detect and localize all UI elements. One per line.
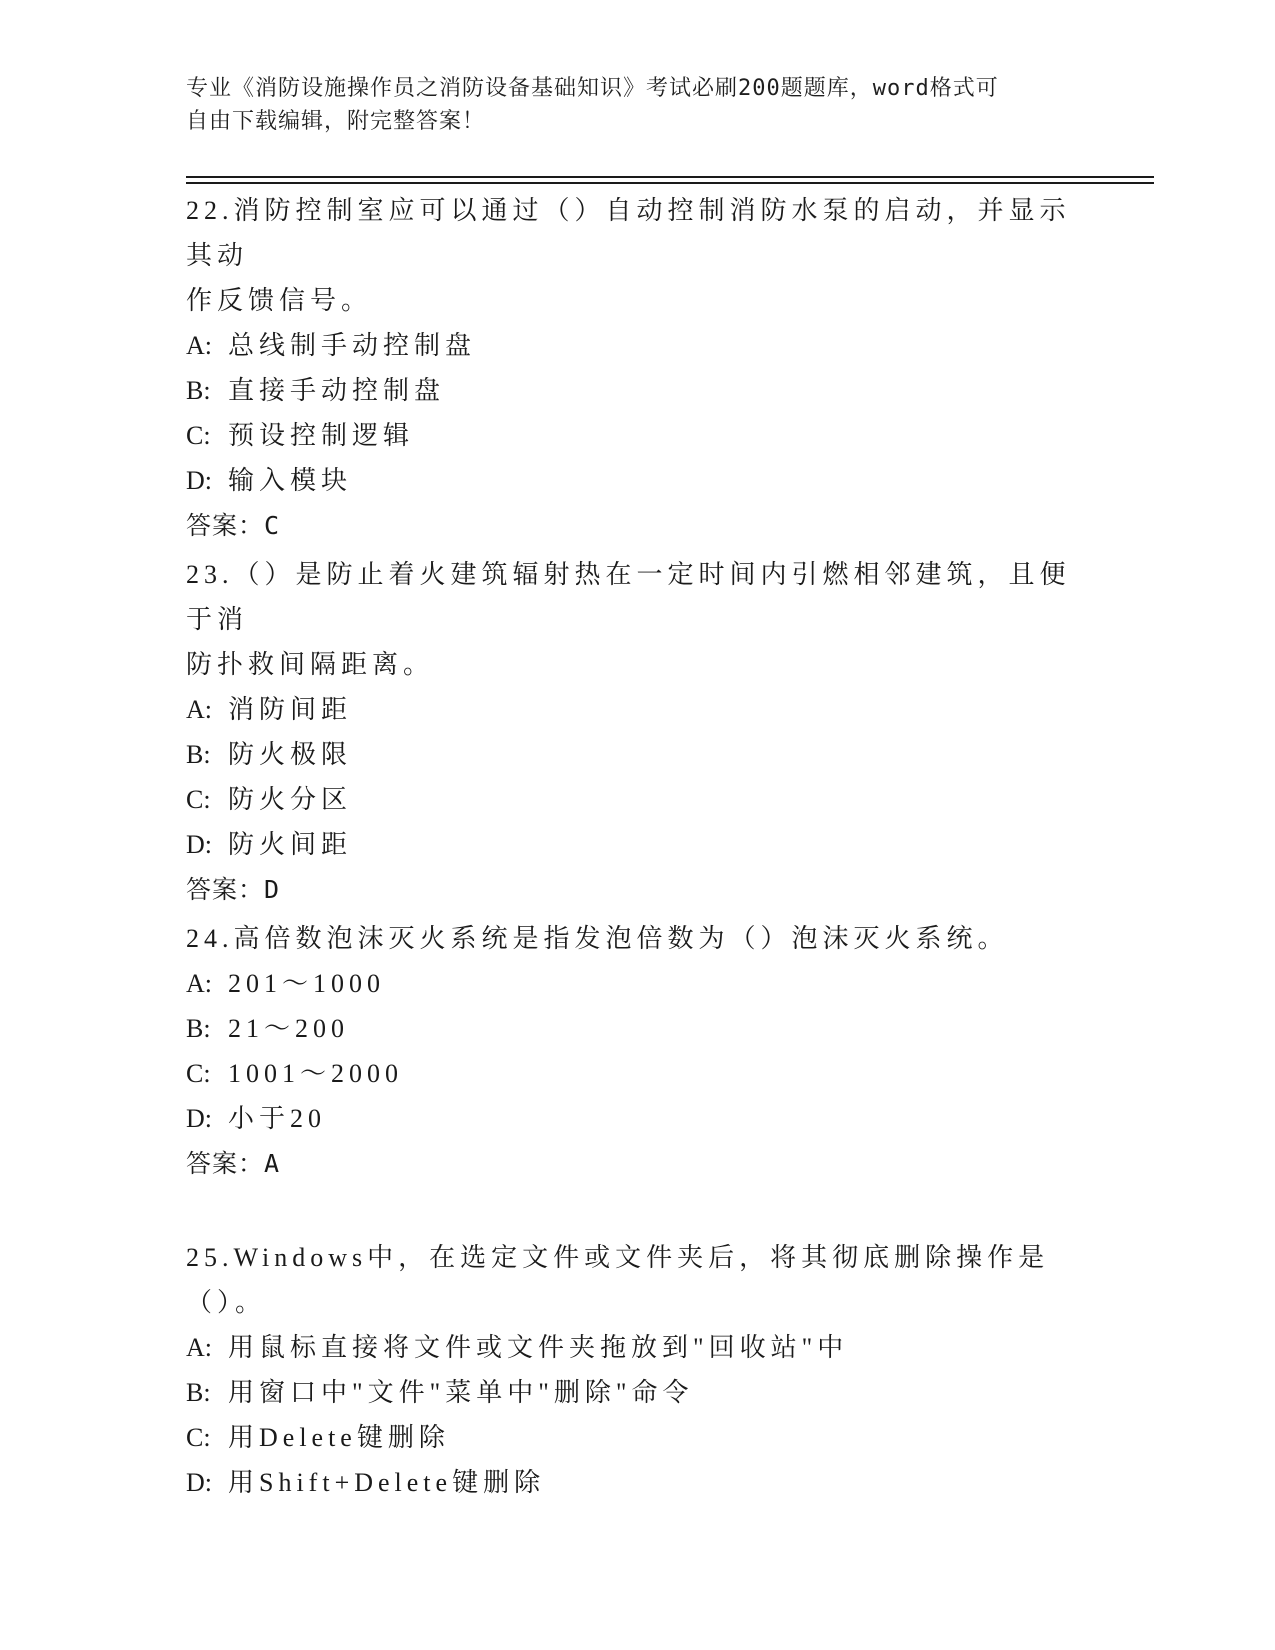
question-stem (186, 1235, 1086, 1325)
question-stem (186, 916, 1086, 961)
option-d (186, 458, 1086, 503)
option-b (186, 1006, 1086, 1051)
question-stem-line: 23.（）是防止着火建筑辐射热在一定时间内引燃相邻建筑，且便于消 (186, 560, 1071, 634)
document-header (186, 72, 1086, 138)
option-text: 防火分区 (228, 785, 353, 814)
option-text: 消防间距 (228, 695, 353, 724)
option-text: 总线制手动控制盘 (228, 331, 477, 360)
option-d (186, 822, 1086, 867)
question-stem-line: 22.消防控制室应可以通过（）自动控制消防水泵的启动，并显示其动 (186, 196, 1071, 270)
option-d (186, 1096, 1086, 1141)
question-24 (186, 916, 1086, 1186)
question-stem-line: 25.Windows中，在选定文件或文件夹后，将其彻底删除操作是（）。 (186, 1243, 1050, 1317)
answer-line: 答案：A (186, 1149, 281, 1178)
option-a (186, 687, 1086, 732)
option-letter: C: (186, 1059, 211, 1088)
option-letter: D: (186, 466, 212, 495)
question-stem-line: 24.高倍数泡沫灭火系统是指发泡倍数为（）泡沫灭火系统。 (186, 924, 1009, 953)
option-c (186, 1051, 1086, 1096)
question-23 (186, 552, 1086, 912)
option-text: 防火极限 (228, 740, 353, 769)
option-a (186, 323, 1086, 368)
option-text: 直接手动控制盘 (228, 376, 446, 405)
answer-line: 答案：C (186, 511, 281, 540)
option-text: 21～200 (228, 1014, 350, 1043)
option-b (186, 1370, 1086, 1415)
option-text: 用鼠标直接将文件或文件夹拖放到"回收站"中 (228, 1333, 849, 1362)
option-c (186, 777, 1086, 822)
option-b (186, 368, 1086, 413)
header-line-2: 自由下载编辑，附完整答案！ (186, 109, 486, 134)
option-letter: C: (186, 1423, 211, 1452)
option-letter: B: (186, 1378, 211, 1407)
header-divider-top (186, 176, 1154, 178)
option-letter: B: (186, 740, 211, 769)
option-letter: C: (186, 421, 211, 450)
question-stem (186, 188, 1086, 323)
option-text: 用Delete键删除 (228, 1423, 450, 1452)
option-letter: A: (186, 331, 212, 360)
option-text: 小于20 (228, 1104, 327, 1133)
answer-line: 答案：D (186, 875, 281, 904)
option-text: 用Shift+Delete键删除 (228, 1468, 546, 1497)
option-text: 用窗口中"文件"菜单中"删除"命令 (228, 1378, 694, 1407)
option-a (186, 1325, 1086, 1370)
option-letter: A: (186, 1333, 212, 1362)
question-stem-line: 防扑救间隔距离。 (186, 650, 435, 679)
option-letter: B: (186, 376, 211, 405)
question-22 (186, 188, 1086, 548)
option-letter: B: (186, 1014, 211, 1043)
option-text: 预设控制逻辑 (228, 421, 415, 450)
option-text: 1001～2000 (228, 1059, 404, 1088)
option-d (186, 1460, 1086, 1505)
question-stem (186, 552, 1086, 687)
option-letter: A: (186, 969, 212, 998)
option-letter: A: (186, 695, 212, 724)
header-line-1: 专业《消防设施操作员之消防设备基础知识》考试必刷200题题库，word格式可 (186, 76, 999, 101)
question-25 (186, 1235, 1086, 1505)
option-text: 防火间距 (228, 830, 353, 859)
option-letter: D: (186, 830, 212, 859)
option-letter: D: (186, 1468, 212, 1497)
option-b (186, 732, 1086, 777)
option-a (186, 961, 1086, 1006)
header-divider-bottom (186, 182, 1154, 184)
option-c (186, 413, 1086, 458)
option-text: 输入模块 (228, 466, 353, 495)
option-letter: D: (186, 1104, 212, 1133)
option-letter: C: (186, 785, 211, 814)
option-text: 201～1000 (228, 969, 386, 998)
question-stem-line: 作反馈信号。 (186, 286, 373, 315)
option-c (186, 1415, 1086, 1460)
